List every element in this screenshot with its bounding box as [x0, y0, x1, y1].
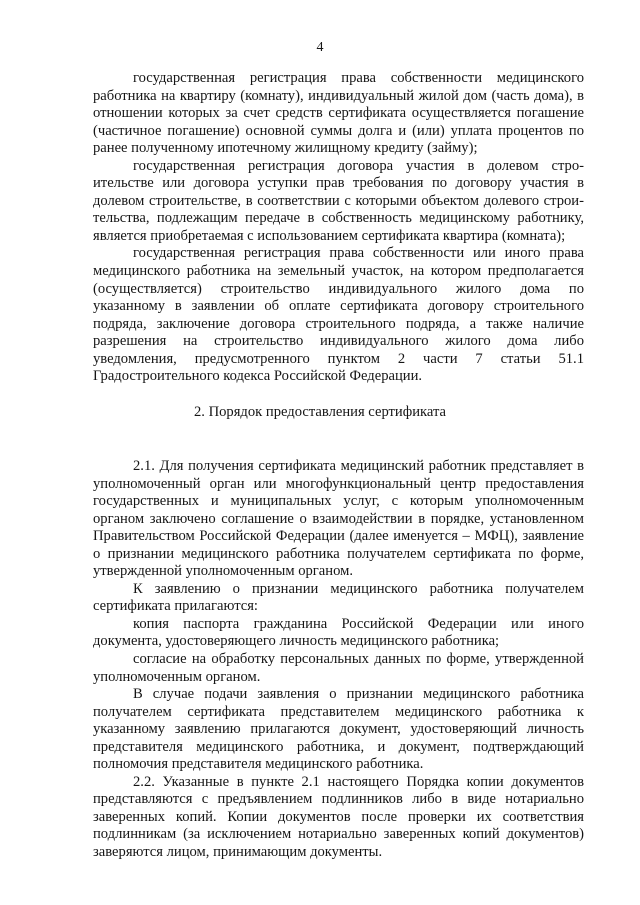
paragraph: К заявлению о признании медицинского работника получателем сертификата прилагаются:	[93, 580, 584, 615]
paragraph: копия паспорта гражданина Российской Федерации или иного документа, удостоверяющего личность медицинского работника;	[93, 615, 584, 650]
page-number: 4	[316, 40, 324, 55]
paragraph: государственная регистрация договора участия в долевом строительстве или договора уступки прав требования по договору участия в долевом строительстве, в соответствии с которыми объектом долевого строительства, подлежащим передаче в собственность медицинскому работнику, является приобретаемая с использованием сертификата квартира (комната);	[93, 157, 584, 244]
intro-text-block	[93, 70, 584, 386]
paragraph: согласие на обработку персональных данных по форме, утвержденной уполномоченным органом.	[93, 651, 584, 685]
paragraph: В случае подачи заявления о признании медицинского работника получателем сертификата представителем медицинского работника к указанному заявлению прилагаются документ, удостоверяющий личность представителя медицинского работника, и документ, подтверждающий полномочия представителя медицинского работника.	[93, 686, 584, 773]
paragraph: 2.1. Для получения сертификата медицинский работник представляет в уполномоченный орган или многофункциональный центр предоставления государственных и муниципальных услуг, с которым уполномоченным органом заключено соглашение о взаимодействии в порядке, установленном Правительством Российской Федерации (далее именуется – МФЦ), заявление о признании медицинского работника получателем сертификата по форме, утвержденной уполномоченным органом.	[93, 458, 584, 580]
section-heading: 2. Порядок предоставления сертификата	[193, 404, 447, 420]
paragraph: 2.2. Указанные в пункте 2.1 настоящего Порядка копии документов представляются с предъявлением подлинников либо в виде нотариально заверенных копий. Копии документов после проверки их соответствия подлинникам (за исключением нотариально заверенных копий документов) заверяются лицом, принимающим документы.	[93, 773, 584, 861]
section-text-block	[93, 458, 584, 862]
paragraph: государственная регистрация права собственности или иного права медицинского работника на земельный участок, на котором предполагается (осуществляется) строительство индивидуального жилого дома по указанному в заявлении об оплате сертификата договору строительного подряда, заключение договора строительного подряда, а также наличие разрешения на строительство индивидуального жилого дома либо уведомления, предусмотренного пунктом 2 части 7 статьи 51.1 Градостроительного кодекса Российской Федерации.	[93, 245, 584, 385]
paragraph: государственная регистрация права собственности медицинского работника на квартиру (комнату), индивидуальный жилой дом (часть дома), в отношении которых за счет средств сертификата осуществляется погашение (частичное погашение) основной суммы долга и (или) уплата процентов по ранее полученному ипотечному жилищному кредиту (займу);	[93, 70, 584, 157]
